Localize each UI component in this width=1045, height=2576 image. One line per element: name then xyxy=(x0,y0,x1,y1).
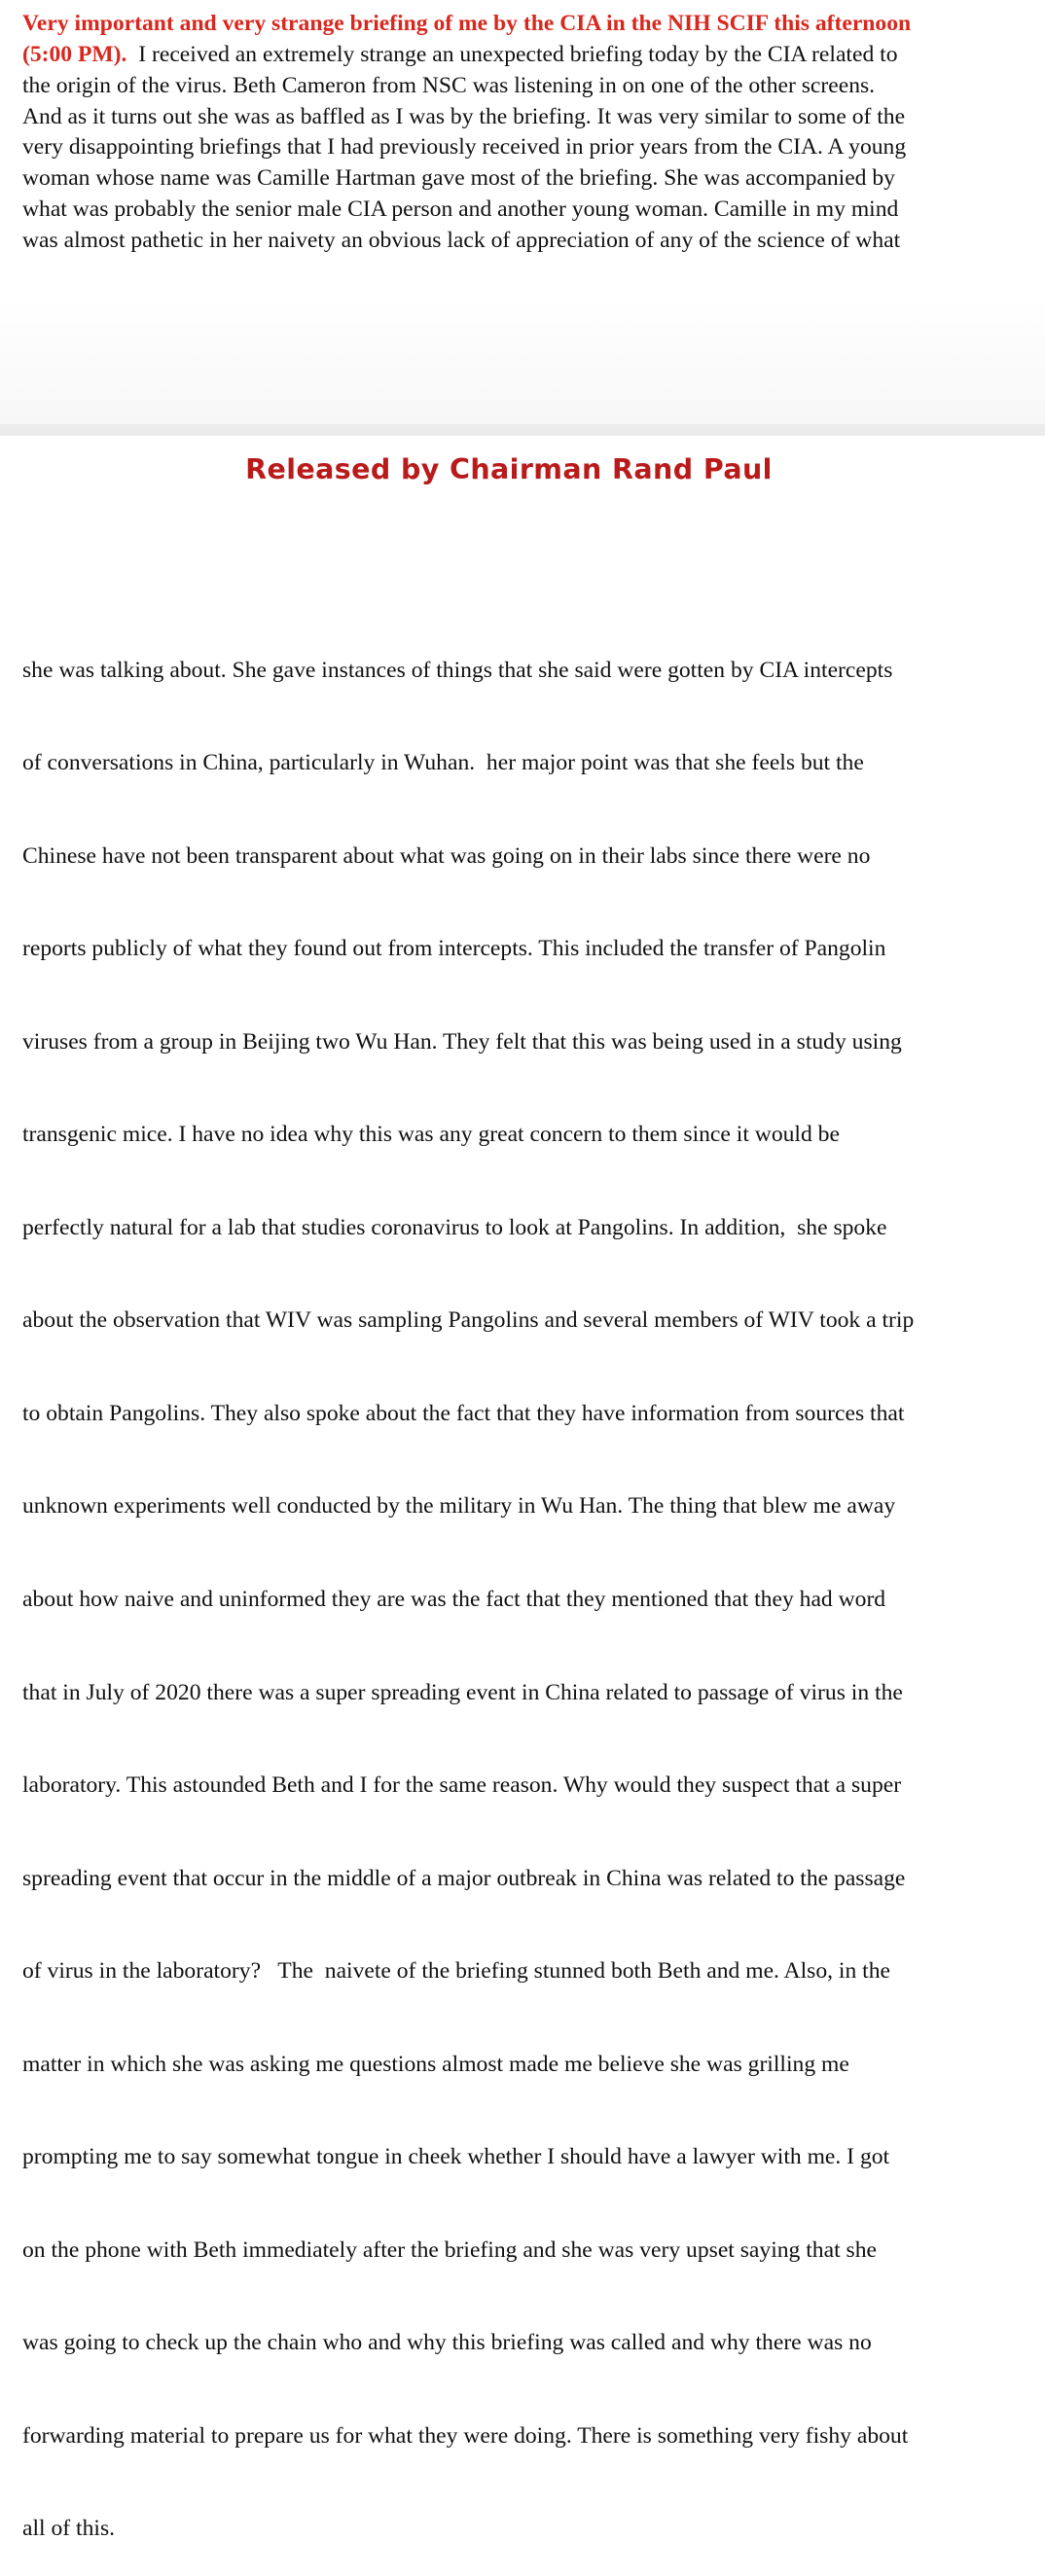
entry-line: about how naive and uninformed they are was the fact that they mentioned that they had word xyxy=(22,1587,886,1612)
entry-line: Chinese have not been transparent about what was going on in their labs since there were no xyxy=(22,842,871,869)
entry-line: to obtain Pangolins. They also spoke about the fact that they have information from sources that xyxy=(22,1400,905,1426)
entry-line: viruses from a group in Beijing two Wu Han. They felt that this was being used in a study using xyxy=(22,1028,902,1055)
page-break-divider xyxy=(0,424,1045,436)
entry-line: of conversations in China, particularly in Wuhan. her major point was that she feels but the xyxy=(22,750,864,776)
entry-line: unknown experiments well conducted by the military in Wu Han. The thing that blew me away xyxy=(22,1493,896,1520)
entry-line: was almost pathetic in her naivety an obvious lack of appreciation of any of the science of what xyxy=(22,227,901,253)
entry-line: transgenic mice. I have no idea why this was any great concern to them since it would be xyxy=(22,1122,840,1148)
journal-entry-part-1 xyxy=(22,9,1034,257)
entry-line: was going to check up the chain who and why this briefing was called and why there was no xyxy=(22,2330,872,2356)
entry-line: that in July of 2020 there was a super spreading event in China related to passage of virus in the xyxy=(22,1679,903,1705)
entry-line: of virus in the laboratory? The naivete of the briefing stunned both Beth and me. Also, in the xyxy=(22,1958,890,1985)
entry-line: matter in which she was asking me questions almost made me believe she was grilling me xyxy=(22,2051,849,2077)
entry-line: laboratory. This astounded Beth and I for the same reason. Why would they suspect that a super xyxy=(22,1772,902,1799)
entry-line: perfectly natural for a lab that studies coronavirus to look at Pangolins. In addition, she spoke xyxy=(22,1214,887,1240)
entry-line: on the phone with Beth immediately after the briefing and she was very upset saying that she xyxy=(22,2236,877,2263)
entry-line: all of this. xyxy=(22,2516,116,2542)
entry-line xyxy=(22,40,1034,71)
entry-line: forwarding material to prepare us for what they were doing. There is something very fishy about xyxy=(22,2422,909,2449)
entry-line: she was talking about. She gave instances of things that she said were gotten by CIA intercepts xyxy=(22,657,893,683)
entry-line: And as it turns out she was as baffled as I was by the briefing. It was very similar to some of the xyxy=(22,103,906,129)
entry-line-text: I received an extremely strange an unexpected briefing today by the CIA related to xyxy=(126,41,898,67)
entry-line: reports publicly of what they found out from intercepts. This included the transfer of Pangolin xyxy=(22,936,886,962)
entry-line: prompting me to say somewhat tongue in cheek whether I should have a lawyer with me. I got xyxy=(22,2144,890,2170)
entry-line: what was probably the senior male CIA person and another young woman. Camille in my mind xyxy=(22,197,899,223)
release-stamp: Released by Chairman Rand Paul xyxy=(245,453,773,485)
entry-heading: Very important and very strange briefing of me by the CIA in the NIH SCIF this afternoon xyxy=(22,11,912,36)
entry-line: spreading event that occur in the middle of a major outbreak in China was related to the passage xyxy=(22,1865,906,1891)
entry-line: very disappointing briefings that I had previously received in prior years from the CIA. A young xyxy=(22,134,907,161)
entry-line: woman whose name was Camille Hartman gave most of the briefing. She was accompanied by xyxy=(22,165,895,192)
entry-heading-time: (5:00 PM). xyxy=(22,41,127,67)
journal-entry-part-2 xyxy=(22,593,1034,2576)
entry-line: the origin of the virus. Beth Cameron from NSC was listening in on one of the other screens. xyxy=(22,72,876,98)
entry-line: about the observation that WIV was sampling Pangolins and several members of WIV took a trip xyxy=(22,1307,915,1334)
